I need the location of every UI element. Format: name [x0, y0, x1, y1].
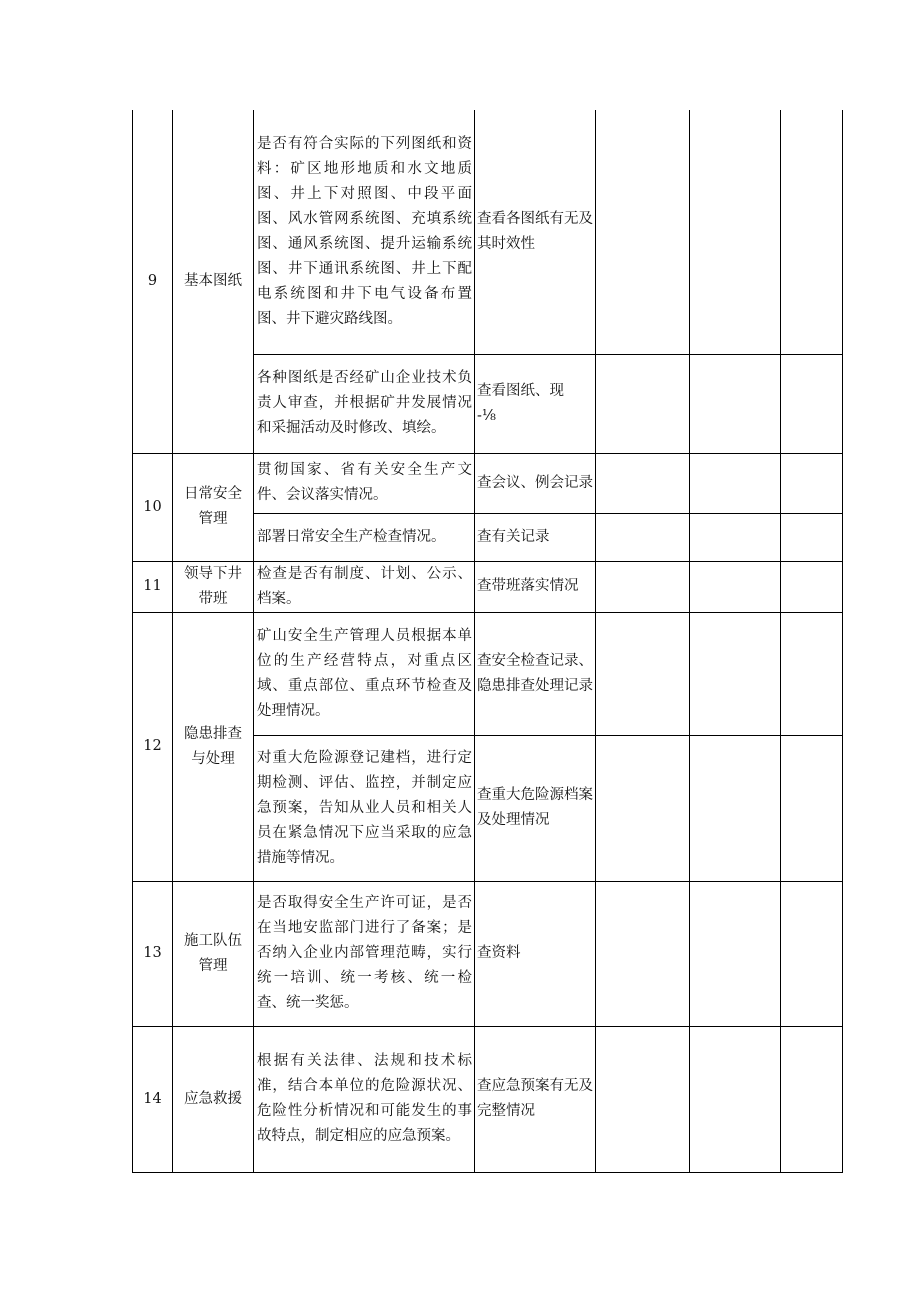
- inspection-table: [132, 110, 843, 1173]
- check-content: 根据有关法律、法规和技术标准，结合本单位的危险源状况、危险性分析情况和可能发生的事故特点，制定相应的应急预案。: [254, 1026, 475, 1172]
- blank-cell: [690, 1026, 781, 1172]
- blank-cell: [781, 561, 843, 612]
- check-method: 查安全检查记录、隐患排查处理记录: [475, 612, 596, 735]
- blank-cell: [596, 881, 690, 1026]
- check-method: 查资料: [475, 881, 596, 1026]
- blank-cell: [596, 110, 690, 354]
- blank-cell: [596, 735, 690, 881]
- blank-cell: [690, 513, 781, 561]
- check-method: 查有关记录: [475, 513, 596, 561]
- row-number: 9: [133, 110, 173, 453]
- check-item: 施工队伍管理: [173, 881, 254, 1026]
- table-row: [133, 612, 843, 735]
- blank-cell: [690, 735, 781, 881]
- blank-cell: [596, 453, 690, 513]
- row-number: 14: [133, 1026, 173, 1172]
- blank-cell: [690, 453, 781, 513]
- blank-cell: [596, 561, 690, 612]
- row-number: 12: [133, 612, 173, 881]
- table-row: [133, 1026, 843, 1172]
- check-content: 各种图纸是否经矿山企业技术负责人审查，并根据矿井发展情况和采掘活动及时修改、填绘。: [254, 354, 475, 453]
- check-item: 日常安全管理: [173, 453, 254, 561]
- blank-cell: [690, 881, 781, 1026]
- check-content: 是否有符合实际的下列图纸和资料：矿区地形地质和水文地质图、井上下对照图、中段平面图、风水管网系统图、充填系统图、通风系统图、提升运输系统图、井下通讯系统图、井上下配电系统图和井下电气设备布置图、井下避灾路线图。: [254, 110, 475, 354]
- blank-cell: [781, 735, 843, 881]
- check-method: 查看各图纸有无及其时效性: [475, 110, 596, 354]
- check-method: 查会议、例会记录: [475, 453, 596, 513]
- check-method: 查带班落实情况: [475, 561, 596, 612]
- blank-cell: [781, 612, 843, 735]
- check-item: 隐患排查与处理: [173, 612, 254, 881]
- table-row: [133, 110, 843, 354]
- check-content: 检查是否有制度、计划、公示、档案。: [254, 561, 475, 612]
- check-method: 查应急预案有无及完整情况: [475, 1026, 596, 1172]
- blank-cell: [781, 110, 843, 354]
- row-number: 13: [133, 881, 173, 1026]
- blank-cell: [690, 110, 781, 354]
- check-item: 应急救援: [173, 1026, 254, 1172]
- check-item: 基本图纸: [173, 110, 254, 453]
- blank-cell: [781, 513, 843, 561]
- blank-cell: [690, 612, 781, 735]
- check-content: 部署日常安全生产检查情况。: [254, 513, 475, 561]
- row-number: 10: [133, 453, 173, 561]
- blank-cell: [690, 354, 781, 453]
- inspection-table-wrapper: [132, 110, 842, 1173]
- check-content: 贯彻国家、省有关安全生产文件、会议落实情况。: [254, 453, 475, 513]
- blank-cell: [781, 1026, 843, 1172]
- table-row: [133, 881, 843, 1026]
- check-content: 是否取得安全生产许可证，是否在当地安监部门进行了备案；是否纳入企业内部管理范畴，实行统一培训、统一考核、统一检查、统一奖惩。: [254, 881, 475, 1026]
- blank-cell: [781, 453, 843, 513]
- check-method: 查看图纸、现 -⅛: [475, 354, 596, 453]
- blank-cell: [596, 513, 690, 561]
- blank-cell: [781, 881, 843, 1026]
- row-number: 11: [133, 561, 173, 612]
- blank-cell: [781, 354, 843, 453]
- blank-cell: [596, 612, 690, 735]
- check-item: 领导下井带班: [173, 561, 254, 612]
- table-row: [133, 561, 843, 612]
- check-content: 矿山安全生产管理人员根据本单位的生产经营特点，对重点区域、重点部位、重点环节检查及处理情况。: [254, 612, 475, 735]
- blank-cell: [596, 354, 690, 453]
- check-method: 查重大危险源档案及处理情况: [475, 735, 596, 881]
- table-row: [133, 453, 843, 513]
- blank-cell: [690, 561, 781, 612]
- check-content: 对重大危险源登记建档，进行定期检测、评估、监控，并制定应急预案，告知从业人员和相关人员在紧急情况下应当采取的应急措施等情况。: [254, 735, 475, 881]
- blank-cell: [596, 1026, 690, 1172]
